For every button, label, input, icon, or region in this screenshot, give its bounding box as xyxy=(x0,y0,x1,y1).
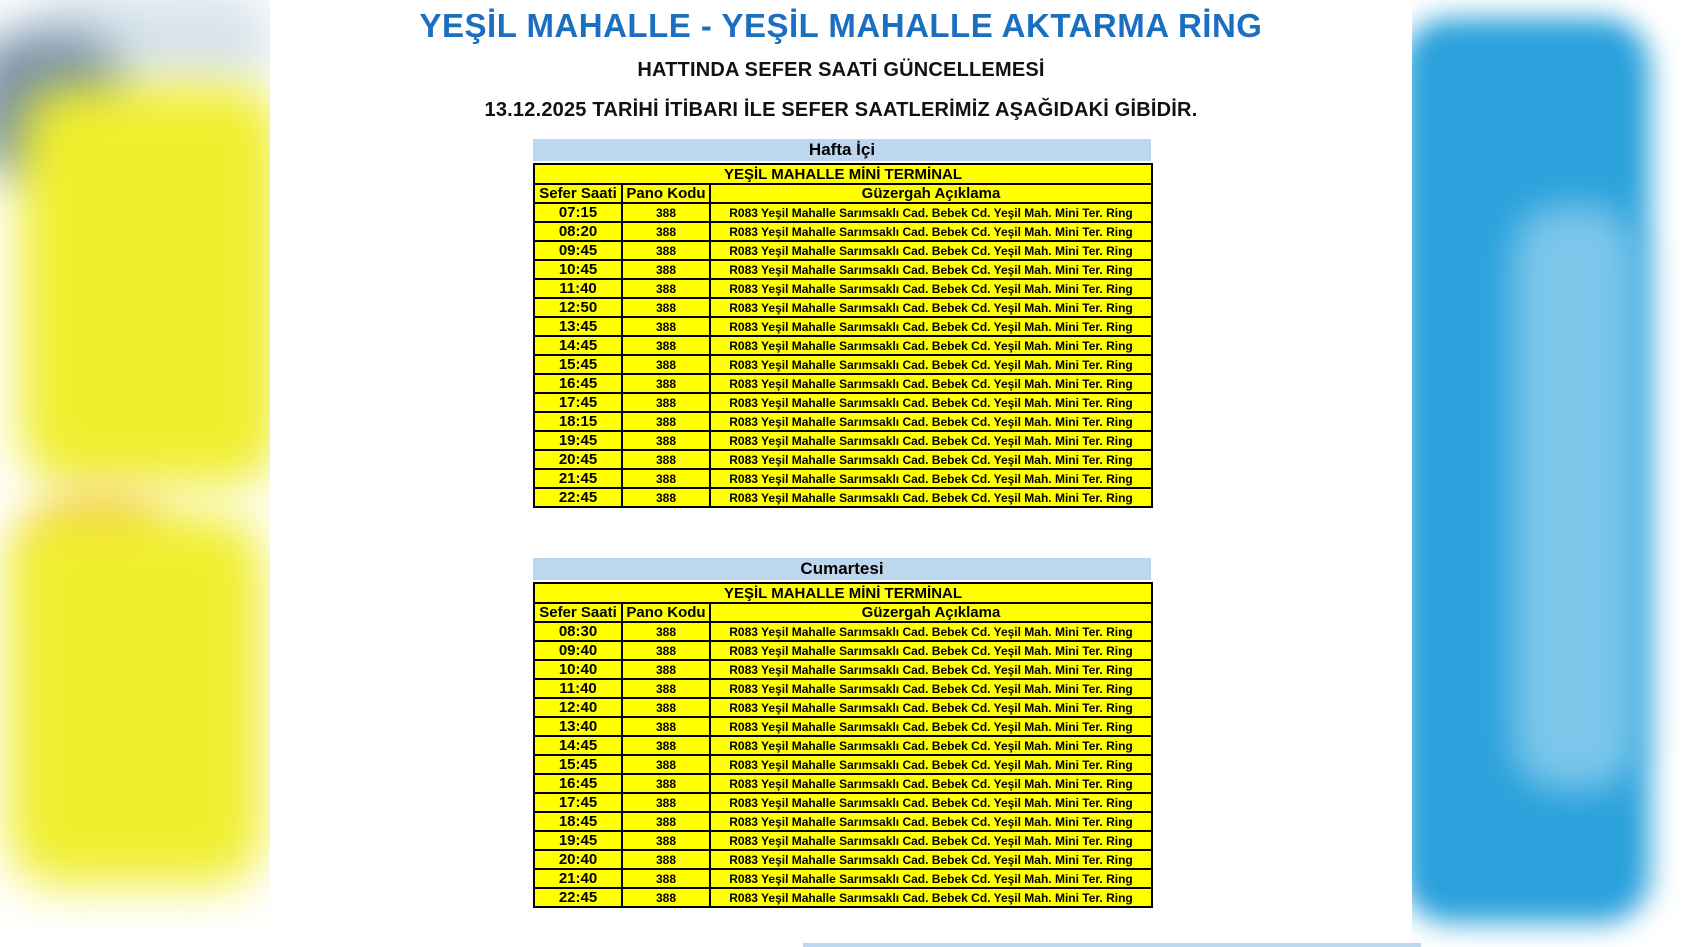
schedule-section-weekday xyxy=(533,139,1151,508)
departure-time-cell: 13:45 xyxy=(534,317,622,336)
next-section-band-partial xyxy=(803,943,1421,947)
departure-time-cell: 10:40 xyxy=(534,660,622,679)
pano-code-cell: 388 xyxy=(622,222,710,241)
departure-time-cell: 19:45 xyxy=(534,431,622,450)
schedule-row xyxy=(534,831,1152,850)
departure-time-cell: 17:45 xyxy=(534,793,622,812)
schedule-row xyxy=(534,317,1152,336)
route-cell: R083 Yeşil Mahalle Sarımsaklı Cad. Bebek Cd. Yeşil Mah. Mini Ter. Ring xyxy=(710,831,1152,850)
departure-time-cell: 11:40 xyxy=(534,679,622,698)
departure-time-cell: 20:40 xyxy=(534,850,622,869)
schedule-row xyxy=(534,222,1152,241)
col-header-sefer-saati: Sefer Saati xyxy=(534,184,622,203)
pano-code-cell: 388 xyxy=(622,279,710,298)
pano-code-cell: 388 xyxy=(622,488,710,507)
schedule-row xyxy=(534,203,1152,222)
route-cell: R083 Yeşil Mahalle Sarımsaklı Cad. Bebek Cd. Yeşil Mah. Mini Ter. Ring xyxy=(710,488,1152,507)
pano-code-cell: 388 xyxy=(622,888,710,907)
pano-code-cell: 388 xyxy=(622,469,710,488)
route-cell: R083 Yeşil Mahalle Sarımsaklı Cad. Bebek Cd. Yeşil Mah. Mini Ter. Ring xyxy=(710,317,1152,336)
schedule-row xyxy=(534,336,1152,355)
departure-time-cell: 08:20 xyxy=(534,222,622,241)
schedule-row xyxy=(534,412,1152,431)
route-cell: R083 Yeşil Mahalle Sarımsaklı Cad. Bebek Cd. Yeşil Mah. Mini Ter. Ring xyxy=(710,450,1152,469)
pano-code-cell: 388 xyxy=(622,336,710,355)
poster-subtitle: HATTINDA SEFER SAATİ GÜNCELLEMESİ xyxy=(637,59,1045,81)
background-left-blur xyxy=(0,0,270,947)
route-cell: R083 Yeşil Mahalle Sarımsaklı Cad. Bebek Cd. Yeşil Mah. Mini Ter. Ring xyxy=(710,622,1152,641)
departure-time-cell: 14:45 xyxy=(534,736,622,755)
departure-time-cell: 21:40 xyxy=(534,869,622,888)
route-cell: R083 Yeşil Mahalle Sarımsaklı Cad. Bebek Cd. Yeşil Mah. Mini Ter. Ring xyxy=(710,336,1152,355)
pano-code-cell: 388 xyxy=(622,755,710,774)
pano-code-cell: 388 xyxy=(622,850,710,869)
schedule-row xyxy=(534,736,1152,755)
blur-blob-yellow-bottom xyxy=(8,515,263,885)
schedule-row xyxy=(534,622,1152,641)
departure-time-cell: 20:45 xyxy=(534,450,622,469)
col-header-sefer-saati: Sefer Saati xyxy=(534,603,622,622)
departure-time-cell: 22:45 xyxy=(534,488,622,507)
schedule-row xyxy=(534,374,1152,393)
route-cell: R083 Yeşil Mahalle Sarımsaklı Cad. Bebek Cd. Yeşil Mah. Mini Ter. Ring xyxy=(710,888,1152,907)
route-cell: R083 Yeşil Mahalle Sarımsaklı Cad. Bebek Cd. Yeşil Mah. Mini Ter. Ring xyxy=(710,812,1152,831)
col-header-guzergah-aciklama: Güzergah Açıklama xyxy=(710,184,1152,203)
schedule-row xyxy=(534,888,1152,907)
route-cell: R083 Yeşil Mahalle Sarımsaklı Cad. Bebek Cd. Yeşil Mah. Mini Ter. Ring xyxy=(710,241,1152,260)
route-cell: R083 Yeşil Mahalle Sarımsaklı Cad. Bebek Cd. Yeşil Mah. Mini Ter. Ring xyxy=(710,393,1152,412)
departure-time-cell: 10:45 xyxy=(534,260,622,279)
schedule-row xyxy=(534,260,1152,279)
schedule-table-weekday xyxy=(533,163,1153,508)
route-cell: R083 Yeşil Mahalle Sarımsaklı Cad. Bebek Cd. Yeşil Mah. Mini Ter. Ring xyxy=(710,298,1152,317)
route-cell: R083 Yeşil Mahalle Sarımsaklı Cad. Bebek Cd. Yeşil Mah. Mini Ter. Ring xyxy=(710,869,1152,888)
schedule-rows-weekday xyxy=(534,203,1152,507)
departure-time-cell: 07:15 xyxy=(534,203,622,222)
day-band-weekday: Hafta İçi xyxy=(533,139,1151,161)
poster-effective-date-line: 13.12.2025 TARİHİ İTİBARI İLE SEFER SAATLERİMİZ AŞAĞIDAKİ GİBİDİR. xyxy=(484,99,1198,121)
poster-panel xyxy=(270,0,1412,947)
pano-code-cell: 388 xyxy=(622,717,710,736)
schedule-row xyxy=(534,869,1152,888)
blur-blob-light-blue xyxy=(1512,205,1637,790)
schedule-row xyxy=(534,431,1152,450)
departure-time-cell: 19:45 xyxy=(534,831,622,850)
departure-time-cell: 22:45 xyxy=(534,888,622,907)
col-header-pano-kodu: Pano Kodu xyxy=(622,184,710,203)
schedule-row xyxy=(534,298,1152,317)
schedule-row xyxy=(534,355,1152,374)
departure-time-cell: 08:30 xyxy=(534,622,622,641)
pano-code-cell: 388 xyxy=(622,393,710,412)
departure-time-cell: 14:45 xyxy=(534,336,622,355)
terminal-header: YEŞİL MAHALLE MİNİ TERMİNAL xyxy=(534,164,1152,184)
departure-time-cell: 09:40 xyxy=(534,641,622,660)
route-cell: R083 Yeşil Mahalle Sarımsaklı Cad. Bebek Cd. Yeşil Mah. Mini Ter. Ring xyxy=(710,641,1152,660)
departure-time-cell: 09:45 xyxy=(534,241,622,260)
schedule-row xyxy=(534,279,1152,298)
departure-time-cell: 12:50 xyxy=(534,298,622,317)
route-cell: R083 Yeşil Mahalle Sarımsaklı Cad. Bebek Cd. Yeşil Mah. Mini Ter. Ring xyxy=(710,736,1152,755)
departure-time-cell: 18:45 xyxy=(534,812,622,831)
pano-code-cell: 388 xyxy=(622,355,710,374)
schedule-row xyxy=(534,793,1152,812)
schedule-rows-saturday xyxy=(534,622,1152,907)
schedule-row xyxy=(534,450,1152,469)
pano-code-cell: 388 xyxy=(622,831,710,850)
pano-code-cell: 388 xyxy=(622,622,710,641)
schedule-row xyxy=(534,469,1152,488)
pano-code-cell: 388 xyxy=(622,774,710,793)
pano-code-cell: 388 xyxy=(622,260,710,279)
schedule-row xyxy=(534,850,1152,869)
col-header-guzergah-aciklama: Güzergah Açıklama xyxy=(710,603,1152,622)
route-cell: R083 Yeşil Mahalle Sarımsaklı Cad. Bebek Cd. Yeşil Mah. Mini Ter. Ring xyxy=(710,374,1152,393)
departure-time-cell: 13:40 xyxy=(534,717,622,736)
route-cell: R083 Yeşil Mahalle Sarımsaklı Cad. Bebek Cd. Yeşil Mah. Mini Ter. Ring xyxy=(710,469,1152,488)
pano-code-cell: 388 xyxy=(622,374,710,393)
background-right-blur xyxy=(1412,0,1682,947)
pano-code-cell: 388 xyxy=(622,317,710,336)
schedule-row xyxy=(534,812,1152,831)
schedule-row xyxy=(534,755,1152,774)
departure-time-cell: 15:45 xyxy=(534,755,622,774)
route-cell: R083 Yeşil Mahalle Sarımsaklı Cad. Bebek Cd. Yeşil Mah. Mini Ter. Ring xyxy=(710,793,1152,812)
pano-code-cell: 388 xyxy=(622,660,710,679)
departure-time-cell: 16:45 xyxy=(534,774,622,793)
col-header-pano-kodu: Pano Kodu xyxy=(622,603,710,622)
route-cell: R083 Yeşil Mahalle Sarımsaklı Cad. Bebek Cd. Yeşil Mah. Mini Ter. Ring xyxy=(710,431,1152,450)
route-cell: R083 Yeşil Mahalle Sarımsaklı Cad. Bebek Cd. Yeşil Mah. Mini Ter. Ring xyxy=(710,412,1152,431)
schedule-row xyxy=(534,488,1152,507)
departure-time-cell: 21:45 xyxy=(534,469,622,488)
schedule-section-saturday xyxy=(533,558,1151,908)
terminal-header: YEŞİL MAHALLE MİNİ TERMİNAL xyxy=(534,583,1152,603)
route-cell: R083 Yeşil Mahalle Sarımsaklı Cad. Bebek Cd. Yeşil Mah. Mini Ter. Ring xyxy=(710,717,1152,736)
route-cell: R083 Yeşil Mahalle Sarımsaklı Cad. Bebek Cd. Yeşil Mah. Mini Ter. Ring xyxy=(710,850,1152,869)
route-cell: R083 Yeşil Mahalle Sarımsaklı Cad. Bebek Cd. Yeşil Mah. Mini Ter. Ring xyxy=(710,698,1152,717)
departure-time-cell: 12:40 xyxy=(534,698,622,717)
pano-code-cell: 388 xyxy=(622,431,710,450)
poster-title: YEŞİL MAHALLE - YEŞİL MAHALLE AKTARMA RİNG xyxy=(419,7,1263,44)
schedule-row xyxy=(534,393,1152,412)
route-cell: R083 Yeşil Mahalle Sarımsaklı Cad. Bebek Cd. Yeşil Mah. Mini Ter. Ring xyxy=(710,222,1152,241)
blur-blob-yellow-top xyxy=(20,85,270,485)
route-cell: R083 Yeşil Mahalle Sarımsaklı Cad. Bebek Cd. Yeşil Mah. Mini Ter. Ring xyxy=(710,260,1152,279)
schedule-row xyxy=(534,698,1152,717)
pano-code-cell: 388 xyxy=(622,812,710,831)
pano-code-cell: 388 xyxy=(622,736,710,755)
schedule-row xyxy=(534,717,1152,736)
schedule-row xyxy=(534,774,1152,793)
schedule-row xyxy=(534,679,1152,698)
route-cell: R083 Yeşil Mahalle Sarımsaklı Cad. Bebek Cd. Yeşil Mah. Mini Ter. Ring xyxy=(710,660,1152,679)
departure-time-cell: 11:40 xyxy=(534,279,622,298)
route-cell: R083 Yeşil Mahalle Sarımsaklı Cad. Bebek Cd. Yeşil Mah. Mini Ter. Ring xyxy=(710,679,1152,698)
pano-code-cell: 388 xyxy=(622,641,710,660)
pano-code-cell: 388 xyxy=(622,793,710,812)
route-cell: R083 Yeşil Mahalle Sarımsaklı Cad. Bebek Cd. Yeşil Mah. Mini Ter. Ring xyxy=(710,203,1152,222)
pano-code-cell: 388 xyxy=(622,412,710,431)
pano-code-cell: 388 xyxy=(622,203,710,222)
pano-code-cell: 388 xyxy=(622,450,710,469)
day-band-saturday: Cumartesi xyxy=(533,558,1151,580)
route-cell: R083 Yeşil Mahalle Sarımsaklı Cad. Bebek Cd. Yeşil Mah. Mini Ter. Ring xyxy=(710,774,1152,793)
pano-code-cell: 388 xyxy=(622,298,710,317)
pano-code-cell: 388 xyxy=(622,241,710,260)
route-cell: R083 Yeşil Mahalle Sarımsaklı Cad. Bebek Cd. Yeşil Mah. Mini Ter. Ring xyxy=(710,279,1152,298)
schedule-row xyxy=(534,641,1152,660)
schedule-table-saturday xyxy=(533,582,1153,908)
departure-time-cell: 17:45 xyxy=(534,393,622,412)
route-cell: R083 Yeşil Mahalle Sarımsaklı Cad. Bebek Cd. Yeşil Mah. Mini Ter. Ring xyxy=(710,755,1152,774)
departure-time-cell: 18:15 xyxy=(534,412,622,431)
schedule-row xyxy=(534,241,1152,260)
pano-code-cell: 388 xyxy=(622,698,710,717)
route-cell: R083 Yeşil Mahalle Sarımsaklı Cad. Bebek Cd. Yeşil Mah. Mini Ter. Ring xyxy=(710,355,1152,374)
departure-time-cell: 15:45 xyxy=(534,355,622,374)
schedule-row xyxy=(534,660,1152,679)
departure-time-cell: 16:45 xyxy=(534,374,622,393)
pano-code-cell: 388 xyxy=(622,679,710,698)
pano-code-cell: 388 xyxy=(622,869,710,888)
